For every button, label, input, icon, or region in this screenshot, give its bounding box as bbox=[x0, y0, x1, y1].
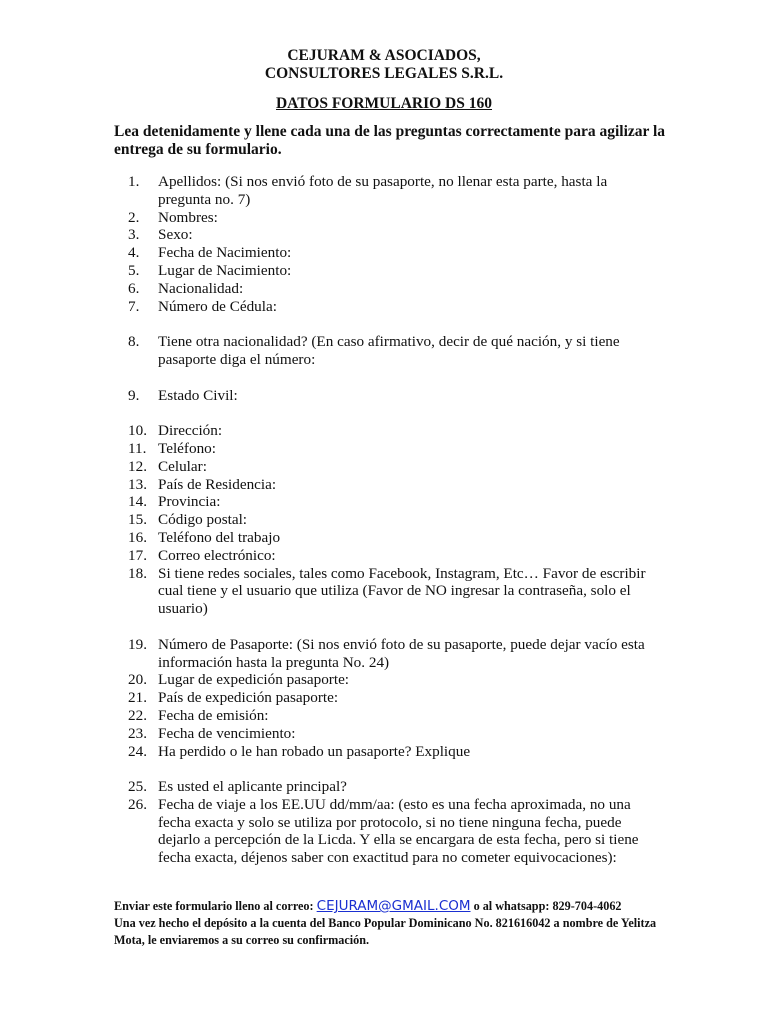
question-item bbox=[114, 280, 654, 298]
question-number bbox=[114, 778, 158, 796]
company-subtitle-line: CONSULTORES LEGALES S.R.L. bbox=[264, 65, 504, 82]
question-number-label: 21. bbox=[128, 689, 147, 707]
question-item bbox=[114, 707, 654, 725]
question-number-label: 24. bbox=[128, 742, 147, 760]
question-number-label: 23. bbox=[128, 724, 147, 742]
question-number bbox=[114, 476, 158, 494]
question-text: Nacionalidad: bbox=[158, 279, 244, 297]
question-text: Fecha de viaje a los EE.UU dd/mm/aa: (esto es una fecha aproximada, no una fecha exacta y solo se utiliza por protocolo, si no tiene ninguna fecha, puede dejarlo a percepción de la Licda. Y ella se encargara de esta fecha, pero si tiene fecha exacta, déjenos saber con exactitud para no cometer equivocaciones): bbox=[158, 795, 639, 867]
question-number-label: 2. bbox=[128, 208, 140, 226]
question-text: Número de Cédula: bbox=[158, 297, 277, 315]
question-text: Ha perdido o le han robado un pasaporte? Explique bbox=[158, 742, 471, 760]
question-item bbox=[114, 387, 654, 405]
question-item bbox=[114, 226, 654, 244]
question-item bbox=[114, 743, 654, 761]
question-number-label: 1. bbox=[128, 173, 140, 190]
question-item bbox=[114, 298, 654, 316]
question-number bbox=[114, 226, 158, 244]
question-number bbox=[114, 387, 158, 405]
question-text: País de expedición pasaporte: bbox=[158, 689, 339, 707]
question-number-label: 12. bbox=[128, 457, 147, 475]
question-item bbox=[114, 778, 654, 796]
question-number-label: 5. bbox=[128, 261, 140, 279]
company-header bbox=[0, 47, 768, 83]
question-item bbox=[114, 725, 654, 743]
question-number-label: 16. bbox=[128, 528, 147, 546]
question-text: País de Residencia: bbox=[158, 475, 277, 493]
question-text: Correo electrónico: bbox=[158, 546, 276, 564]
question-number-label: 7. bbox=[128, 297, 140, 315]
footer-send-prefix: Enviar este formulario lleno al correo: bbox=[114, 899, 317, 913]
question-text: Apellidos: (Si nos envió foto de su pasaporte, no llenar esta parte, hasta la pregunta no. 7) bbox=[158, 173, 608, 208]
question-number bbox=[114, 262, 158, 280]
question-item bbox=[114, 333, 654, 369]
question-number bbox=[114, 209, 158, 227]
question-item bbox=[114, 209, 654, 227]
question-number-label: 6. bbox=[128, 279, 140, 297]
question-number bbox=[114, 565, 158, 618]
document-title: DATOS FORMULARIO DS 160 bbox=[275, 95, 493, 112]
question-number-label: 19. bbox=[128, 635, 147, 653]
question-number bbox=[114, 529, 158, 547]
question-text: Si tiene redes sociales, tales como Facebook, Instagram, Etc… Favor de escribir cual tiene y el usuario que utiliza (Favor de NO ingresar la contraseña, solo el usuario) bbox=[158, 564, 646, 618]
question-number-label: 14. bbox=[128, 493, 147, 511]
question-text: Fecha de Nacimiento: bbox=[158, 244, 292, 262]
question-number bbox=[114, 689, 158, 707]
question-item bbox=[114, 458, 654, 476]
question-number-label: 4. bbox=[128, 244, 140, 262]
question-text: Teléfono: bbox=[158, 439, 216, 457]
question-text: Estado Civil: bbox=[158, 386, 238, 404]
question-number-label: 25. bbox=[128, 778, 147, 796]
question-text: Fecha de vencimiento: bbox=[158, 724, 296, 742]
question-number-label: 26. bbox=[128, 795, 147, 813]
question-number bbox=[114, 725, 158, 743]
question-number bbox=[114, 298, 158, 316]
question-number-label: 15. bbox=[128, 511, 147, 529]
question-number bbox=[114, 707, 158, 725]
question-text: Lugar de Nacimiento: bbox=[158, 261, 292, 279]
company-name-line: CEJURAM & ASOCIADOS, bbox=[287, 47, 481, 64]
question-number-label: 18. bbox=[128, 564, 147, 582]
question-number-label: 9. bbox=[128, 386, 140, 404]
question-number-label: 22. bbox=[128, 706, 147, 724]
question-item bbox=[114, 529, 654, 547]
question-text: Código postal: bbox=[158, 511, 248, 529]
question-item bbox=[114, 511, 654, 529]
question-item bbox=[114, 796, 654, 867]
question-item bbox=[114, 689, 654, 707]
question-item bbox=[114, 547, 654, 565]
question-number bbox=[114, 511, 158, 529]
email-link[interactable]: CEJURAM@GMAIL.COM bbox=[316, 898, 471, 914]
question-text: Tiene otra nacionalidad? (En caso afirmativo, decir de qué nación, y si tiene pasaporte diga el número: bbox=[158, 333, 620, 368]
question-item bbox=[114, 493, 654, 511]
question-text: Teléfono del trabajo bbox=[158, 528, 281, 546]
question-list bbox=[114, 173, 654, 867]
question-number bbox=[114, 458, 158, 476]
question-number bbox=[114, 280, 158, 298]
question-number bbox=[114, 493, 158, 511]
question-number-label: 3. bbox=[128, 226, 140, 244]
question-number bbox=[114, 173, 158, 209]
footer-deposit-text: Una vez hecho el depósito a la cuenta del Banco Popular Dominicano No. 821616042 a nombre de Yelitza Mota, le enviaremos a su correo su confirmación. bbox=[114, 916, 657, 947]
question-number-label: 11. bbox=[128, 439, 147, 457]
question-item bbox=[114, 476, 654, 494]
question-number bbox=[114, 440, 158, 458]
question-number bbox=[114, 333, 158, 369]
question-item bbox=[114, 173, 654, 209]
question-text: Provincia: bbox=[158, 493, 221, 511]
question-number-label: 17. bbox=[128, 546, 147, 564]
question-number-label: 20. bbox=[128, 671, 147, 689]
question-item bbox=[114, 440, 654, 458]
question-number bbox=[114, 743, 158, 761]
question-text: Nombres: bbox=[158, 208, 218, 226]
question-number bbox=[114, 422, 158, 440]
question-number-label: 13. bbox=[128, 475, 147, 493]
question-item bbox=[114, 671, 654, 689]
question-text: Celular: bbox=[158, 457, 207, 475]
question-number-label: 10. bbox=[128, 422, 147, 440]
question-text: Dirección: bbox=[158, 422, 223, 440]
question-number bbox=[114, 671, 158, 689]
question-item bbox=[114, 565, 654, 618]
question-text: Número de Pasaporte: (Si nos envió foto de su pasaporte, puede dejar vacío esta información hasta la pregunta No. 24) bbox=[158, 635, 645, 671]
question-text: Es usted el aplicante principal? bbox=[158, 778, 347, 796]
question-number bbox=[114, 547, 158, 565]
footer-send-suffix: o al whatsapp: 829-704-4062 bbox=[470, 899, 622, 913]
footer-contact bbox=[114, 898, 674, 949]
question-number bbox=[114, 244, 158, 262]
question-item bbox=[114, 636, 654, 672]
question-item bbox=[114, 422, 654, 440]
question-number bbox=[114, 636, 158, 672]
question-text: Fecha de emisión: bbox=[158, 706, 269, 724]
question-text: Sexo: bbox=[158, 226, 193, 244]
question-item bbox=[114, 244, 654, 262]
footer-send-line bbox=[114, 898, 674, 915]
question-text: Lugar de expedición pasaporte: bbox=[158, 671, 350, 689]
question-number-label: 8. bbox=[128, 333, 140, 351]
question-item bbox=[114, 262, 654, 280]
question-number bbox=[114, 796, 158, 867]
intro-instructions: Lea detenidamente y llene cada una de las preguntas correctamente para agilizar la entrega de su formulario. bbox=[114, 123, 666, 158]
